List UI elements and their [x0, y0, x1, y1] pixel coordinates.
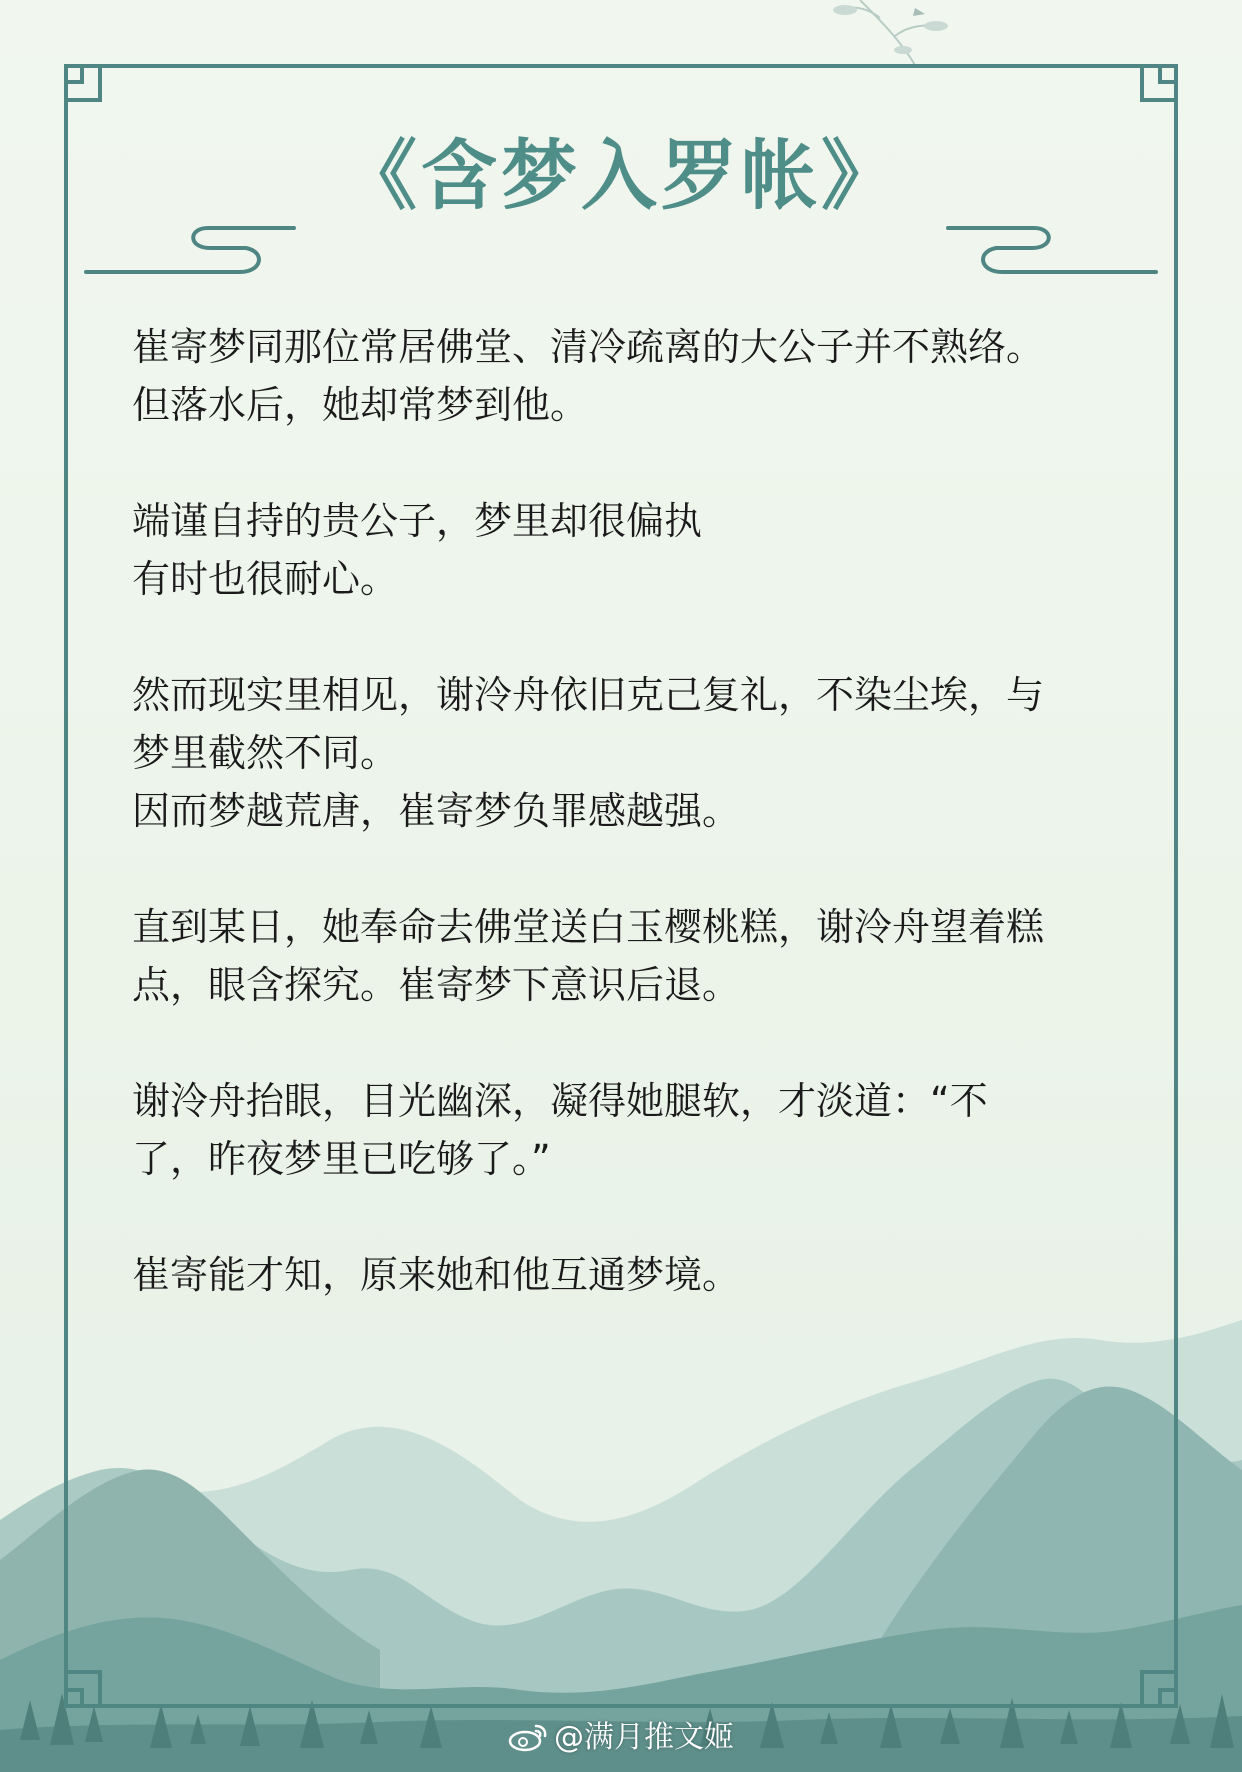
synopsis-line: 点，眼含探究。崔寄梦下意识后退。	[132, 963, 741, 1007]
synopsis-paragraph	[132, 1072, 1122, 1188]
watermark	[0, 1718, 1242, 1758]
synopsis-line: 谢泠舟抬眼，目光幽深，凝得她腿软，才淡道：“不	[132, 1079, 988, 1123]
title-swirl-left	[86, 228, 294, 272]
title-swirl-right	[948, 228, 1156, 272]
synopsis-line: 有时也很耐心。	[132, 557, 399, 601]
synopsis-paragraph	[132, 492, 1122, 608]
synopsis-paragraph	[132, 898, 1122, 1014]
synopsis-line: 直到某日，她奉命去佛堂送白玉樱桃糕，谢泠舟望着糕	[132, 905, 1045, 949]
synopsis-line: 崔寄梦同那位常居佛堂、清冷疏离的大公子并不熟络。	[132, 325, 1045, 369]
synopsis-line: 了，昨夜梦里已吃够了。”	[132, 1137, 551, 1181]
synopsis-line: 梦里截然不同。	[132, 731, 399, 775]
synopsis-paragraph	[132, 1246, 1122, 1304]
synopsis-line: 但落水后，她却常梦到他。	[132, 383, 589, 427]
watermark-text: @满月推文姬	[554, 1720, 734, 1755]
synopsis-line: 崔寄能才知，原来她和他互通梦境。	[132, 1253, 741, 1297]
synopsis-line: 因而梦越荒唐，崔寄梦负罪感越强。	[132, 789, 741, 833]
branch-decoration	[833, 0, 948, 65]
synopsis-line: 然而现实里相见，谢泠舟依旧克己复礼，不染尘埃，与	[132, 673, 1045, 717]
synopsis-paragraph	[132, 666, 1122, 840]
synopsis-line: 端谨自持的贵公子，梦里却很偏执	[132, 499, 703, 543]
synopsis-paragraph	[132, 318, 1122, 434]
synopsis-text	[132, 318, 1122, 1362]
poster-title: 《含梦入罗帐》	[341, 131, 901, 220]
weibo-icon	[508, 1718, 548, 1758]
